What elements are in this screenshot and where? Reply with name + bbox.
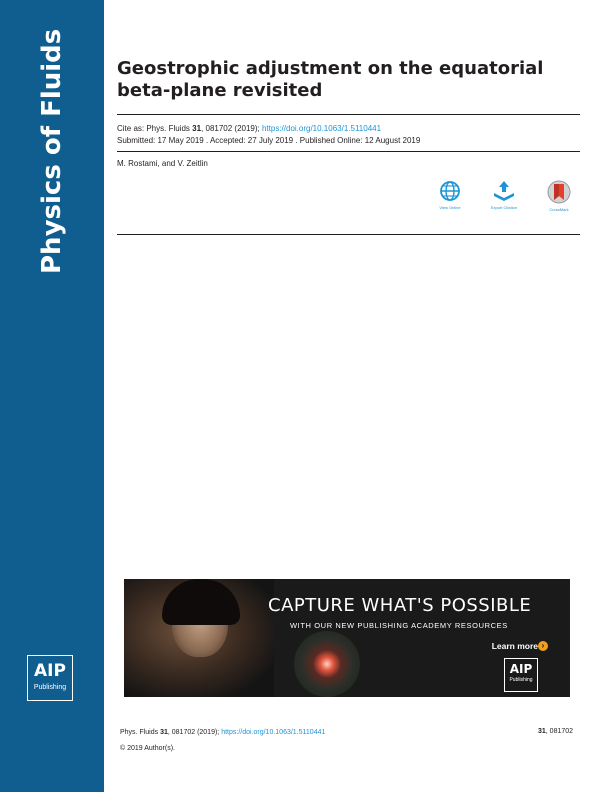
footer-citation-rest: , 081702 (2019);	[167, 729, 222, 736]
ad-photo	[124, 579, 274, 697]
crossmark-icon	[547, 180, 571, 204]
doi-link[interactable]: https://doi.org/10.1063/1.5110441	[261, 124, 382, 133]
divider	[117, 151, 580, 152]
footer-page-ref	[538, 728, 573, 735]
ad-logo-main: AIP	[509, 662, 533, 676]
citation-line	[117, 123, 381, 134]
ad-logo-sub: Publishing	[509, 677, 533, 683]
divider	[117, 114, 580, 115]
ad-headline: CAPTURE WHAT'S POSSIBLE	[268, 595, 532, 616]
copyright: © 2019 Author(s).	[120, 745, 175, 752]
publication-dates: Submitted: 17 May 2019 . Accepted: 27 July 2019 . Published Online: 12 August 2019	[117, 136, 421, 145]
aip-logo-sub: Publishing	[33, 684, 67, 691]
learn-more-link[interactable]: Learn more	[491, 641, 538, 651]
crossmark-button[interactable]	[536, 180, 582, 212]
aip-logo-main: AIP	[34, 661, 66, 681]
citation-volume: 31	[192, 124, 202, 133]
footer-citation-prefix: Phys. Fluids	[120, 729, 161, 736]
journal-name: Physics of Fluids	[37, 28, 67, 274]
footer-page-volume: 31	[538, 728, 546, 735]
advertisement-banner[interactable]	[124, 579, 570, 697]
export-citation-label: Export Citation	[490, 205, 518, 210]
article-title: Geostrophic adjustment on the equatorial beta-plane revisited	[117, 58, 544, 101]
export-icon	[492, 180, 516, 202]
view-online-label: View Online	[439, 205, 461, 210]
aip-publishing-logo[interactable]	[27, 655, 73, 701]
crossmark-label: CrossMark	[549, 207, 569, 212]
export-citation-button[interactable]	[481, 180, 527, 210]
authors: M. Rostami, and V. Zeitlin	[117, 159, 208, 168]
ad-lens-image	[294, 631, 360, 697]
ad-photo-hair	[162, 579, 240, 625]
footer-citation	[120, 728, 325, 737]
citation-rest: , 081702 (2019);	[201, 124, 262, 133]
ad-aip-logo	[504, 658, 538, 692]
citation-prefix: Cite as: Phys. Fluids	[117, 124, 193, 133]
footer-citation-volume: 31	[160, 729, 168, 736]
footer-doi-link[interactable]: https://doi.org/10.1063/1.5110441	[221, 729, 326, 736]
ad-subline: WITH OUR NEW PUBLISHING ACADEMY RESOURCES	[290, 621, 508, 630]
divider	[117, 234, 580, 235]
arrow-right-icon[interactable]: ›	[538, 641, 548, 651]
footer-page-number: , 081702	[545, 728, 574, 735]
journal-sidebar	[0, 0, 104, 792]
view-online-button[interactable]	[427, 180, 473, 210]
globe-icon	[439, 180, 461, 202]
